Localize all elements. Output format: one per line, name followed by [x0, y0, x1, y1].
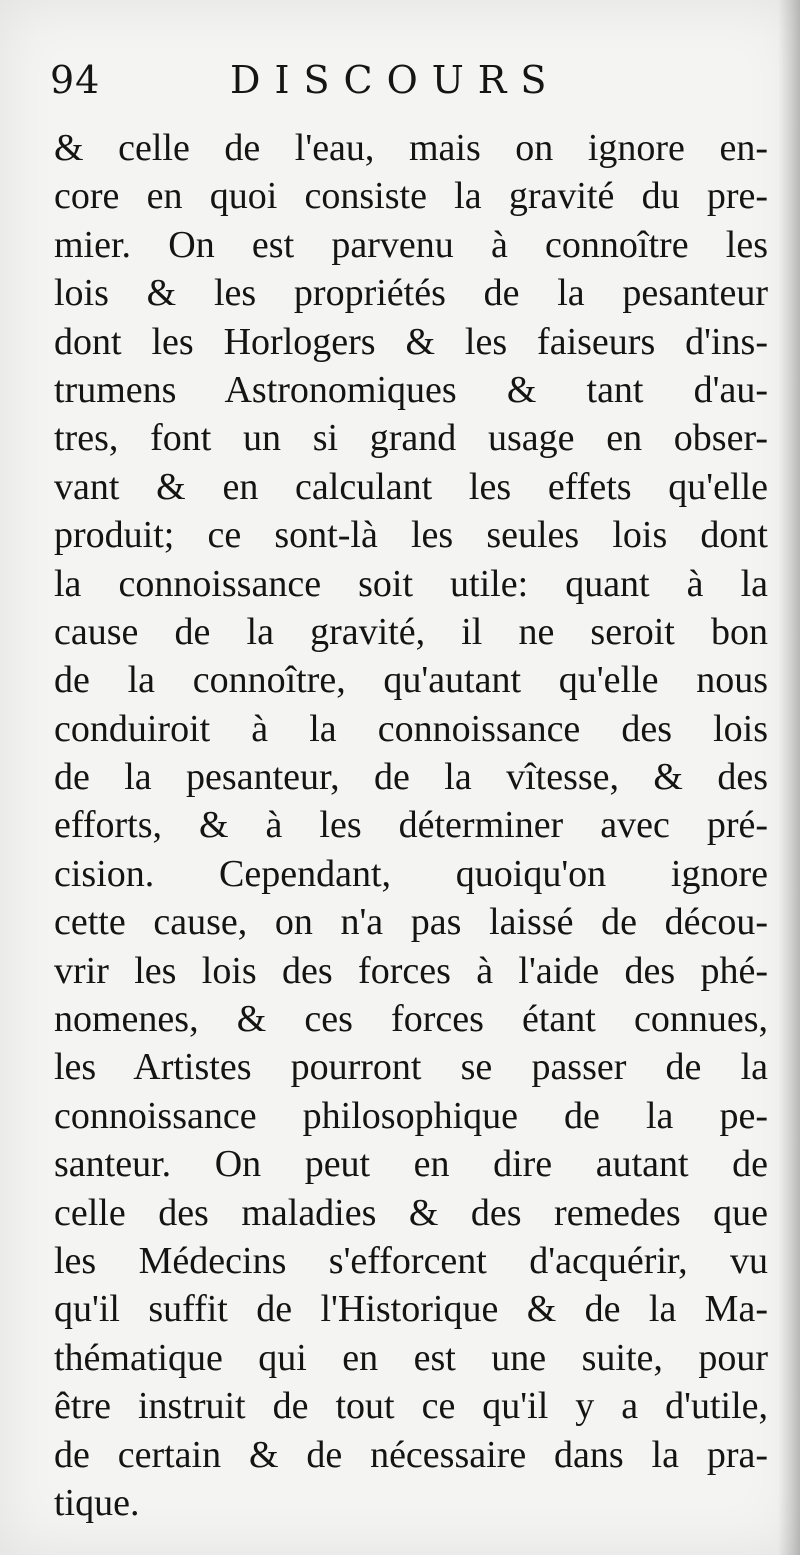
text-line: tres, font un si grand usage en obser- — [54, 417, 768, 460]
text-line: de certain & de nécessaire dans la pra- — [54, 1433, 768, 1476]
text-line: qu'il suffit de l'Historique & de la Ma- — [54, 1288, 768, 1331]
text-line: vant & en calculant les effets qu'elle — [54, 465, 768, 508]
text-line: thématique qui en est une suite, pour — [54, 1336, 768, 1379]
page-number: 94 — [50, 58, 101, 102]
text-line: lois & les propriétés de la pesanteur — [54, 272, 768, 315]
text-line: de la connoître, qu'autant qu'elle nous — [54, 659, 768, 702]
page-header — [50, 58, 770, 118]
body-text — [54, 124, 768, 1527]
text-line: tique. — [54, 1481, 140, 1524]
text-line: dont les Horlogers & les faiseurs d'ins- — [54, 320, 768, 363]
text-line: mier. On est parvenu à connoître les — [54, 223, 768, 266]
text-line: efforts, & à les déterminer avec pré- — [54, 804, 768, 847]
text-line: cause de la gravité, il ne seroit bon — [54, 610, 768, 653]
running-head: DISCOURS — [230, 58, 561, 102]
text-line: & celle de l'eau, mais on ignore en- — [54, 127, 768, 169]
text-line: nomenes, & ces forces étant connues, — [54, 998, 768, 1041]
text-line: être instruit de tout ce qu'il y a d'utile, — [54, 1385, 768, 1428]
text-line: cision. Cependant, quoiqu'on ignore — [54, 852, 768, 895]
text-line: produit; ce sont-là les seules lois dont — [54, 514, 768, 557]
text-line: trumens Astronomiques & tant d'au- — [54, 368, 768, 411]
text-line: la connoissance soit utile: quant à la — [54, 562, 768, 605]
text-line: santeur. On peut en dire autant de — [54, 1143, 768, 1186]
text-line: de la pesanteur, de la vîtesse, & des — [54, 756, 768, 799]
page-gutter-shadow — [778, 0, 800, 1555]
text-line: cette cause, on n'a pas laissé de décou- — [54, 901, 768, 944]
text-line: les Artistes pourront se passer de la — [54, 1046, 768, 1089]
text-line: conduiroit à la connoissance des lois — [54, 707, 768, 750]
text-line: connoissance philosophique de la pe- — [54, 1094, 768, 1137]
text-line: vrir les lois des forces à l'aide des phé- — [54, 949, 768, 992]
text-line: les Médecins s'efforcent d'acquérir, vu — [54, 1239, 768, 1282]
text-line: core en quoi consiste la gravité du pre- — [54, 175, 768, 218]
text-line: celle des maladies & des remedes que — [54, 1191, 768, 1234]
